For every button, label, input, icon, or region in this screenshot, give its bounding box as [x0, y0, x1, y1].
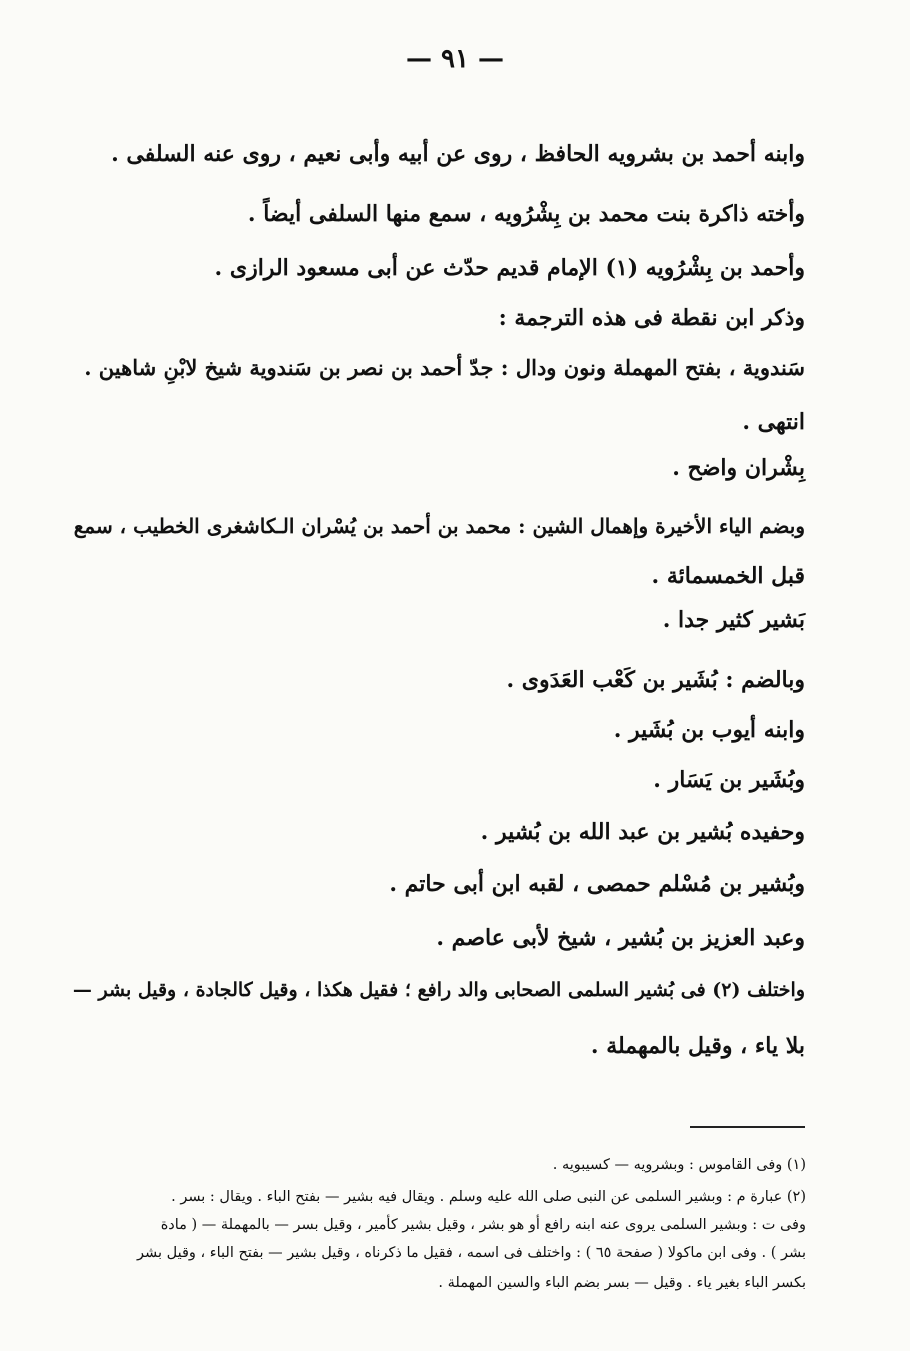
text-line: وحفيده بُشير بن عبد الله بن بُشير .	[480, 819, 805, 845]
footnote-line: بشر ) . وفى ابن ماكولا ( صفحة ٦٥ ) : واختلف فى اسمه ، فقيل ما ذكرناه ، وقيل بشير — بفتح الباء ، وقيل بشر	[137, 1245, 806, 1261]
text-line: قبل الخمسمائة .	[651, 563, 805, 589]
text-line: سَندوية ، بفتح المهملة ونون ودال : جدّ أحمد بن نصر بن سَندوية شيخ لابْنِ شاهين .	[84, 355, 805, 380]
text-line: بَشير كثير جدا .	[662, 607, 805, 633]
text-line: وابنه أيوب بن بُشَير .	[613, 717, 805, 743]
footnote-line: (١) وفى القاموس : وبشرويه — كسيبويه .	[552, 1157, 806, 1173]
text-line: وأخته ذاكرة بنت محمد بن بِشْرُويه ، سمع منها السلفى أيضاً .	[247, 201, 805, 227]
text-line: وعبد العزيز بن بُشير ، شيخ لأبى عاصم .	[436, 925, 805, 951]
footnote-line: (٢) عبارة م : وبشير السلمى عن النبى صلى الله عليه وسلم . ويقال فيه بشير — بفتح الباء . ويقال : بسر .	[171, 1189, 806, 1205]
footnote-line: بكسر الباء بغير ياء . وقيل — بسر بضم الباء والسين المهملة .	[438, 1275, 806, 1291]
text-line: وأحمد بن بِشْرُويه (١) الإمام قديم حدّث عن أبى مسعود الرازى .	[214, 255, 805, 281]
text-line: وبُشَير بن يَسَار .	[653, 767, 805, 793]
text-line: وبُشير بن مُسْلم حمصى ، لقبه ابن أبى حاتم .	[389, 871, 805, 897]
text-line: وبضم الياء الأخيرة وإهمال الشين : محمد بن أحمد بن يُسْران الـكاشغرى الخطيب ، سمع	[73, 514, 805, 538]
footnote-divider	[690, 1126, 805, 1128]
text-line: انتهى .	[742, 409, 805, 435]
footnote-line: وفى ت : وبشير السلمى يروى عنه ابنه رافع أو هو بشر ، وقيل بشير كأمير ، وقيل بسر — بالمهملة — ( مادة	[160, 1217, 806, 1233]
text-line: وذكر ابن نقطة فى هذه الترجمة :	[498, 305, 805, 331]
text-line: وابنه أحمد بن بشرويه الحافظ ، روى عن أبيه وأبى نعيم ، روى عنه السلفى .	[111, 141, 805, 167]
text-line: وبالضم : بُشَير بن كَعْب العَدَوى .	[506, 667, 805, 693]
text-line: بلا ياء ، وقيل بالمهملة .	[590, 1033, 805, 1059]
text-line: واختلف (٢) فى بُشير السلمى الصحابى والد رافع ؛ فقيل هكذا ، وقيل كالجادة ، وقيل بشر —	[72, 979, 805, 1001]
text-line: بِشْران واضح .	[672, 455, 805, 481]
page-number: — ٩١ —	[405, 44, 505, 74]
